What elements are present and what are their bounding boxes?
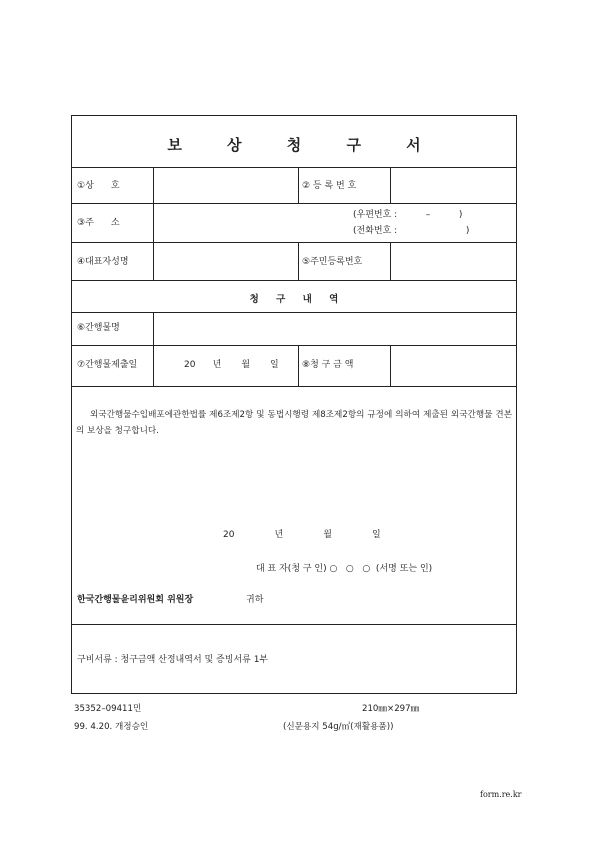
col-divider (153, 167, 154, 280)
registration-number-label: ② 등 록 번 호 (302, 181, 357, 191)
row-divider (72, 280, 516, 281)
form-title: 보 상 청 구 서 (167, 136, 441, 154)
address-label: ③주 소 (77, 218, 120, 228)
required-documents-note: 구비서류 : 청구금액 산정내역서 및 증빙서류 1부 (77, 655, 269, 665)
claim-statement: 외국간행물수입배포에관한법률 제6조제2항 및 동법시행령 제8조제2항의 규정에 의하여 제출된 외국간행물 견본의 보상을 청구합니다. (76, 410, 512, 436)
col-divider (390, 167, 391, 203)
row-divider (72, 386, 516, 387)
postal-code-label: (우편번호 : – ) (353, 210, 463, 220)
paper-size: 210㎜×297㎜ (362, 704, 420, 714)
row-divider (72, 203, 516, 204)
col-divider (298, 167, 299, 203)
paper-type: (신문용지 54g/㎡(재활용품)) (283, 722, 394, 732)
phone-number-label: (전화번호 : ) (353, 226, 470, 236)
row-divider (72, 345, 516, 346)
approval-date: 99. 4.20. 개정승인 (74, 722, 149, 732)
site-watermark: form.re.kr (480, 790, 522, 799)
resident-number-label: ⑤주민등록번호 (302, 257, 363, 267)
signature-date: 20 년 월 일 (223, 530, 381, 540)
claim-amount-label: ⑧청 구 금 액 (302, 360, 354, 370)
col-divider (390, 345, 391, 386)
addressee: 한국간행물윤리위원회 위원장 (77, 595, 194, 605)
col-divider (298, 345, 299, 386)
submission-date-value: 20 년 월 일 (184, 360, 279, 370)
col-divider (390, 242, 391, 280)
publication-name-label: ⑥간행물명 (77, 323, 120, 333)
row-divider (72, 624, 516, 625)
representative-name-label: ④대표자성명 (77, 257, 129, 267)
claim-details-title: 청 구 내 역 (249, 294, 346, 305)
col-divider (153, 312, 154, 386)
addressee-suffix: 귀하 (246, 595, 264, 605)
company-label: ①상 호 (77, 181, 120, 191)
submission-date-label: ⑦간행물제출일 (77, 360, 138, 370)
row-divider (72, 167, 516, 168)
row-divider (72, 242, 516, 243)
form-code: 35352–09411민 (74, 704, 142, 714)
claim-form (71, 115, 517, 694)
row-divider (72, 312, 516, 313)
representative-signature-line: 대 표 자(청 구 인) ○ ○ ○ (서명 또는 인) (256, 564, 433, 574)
col-divider (298, 242, 299, 280)
